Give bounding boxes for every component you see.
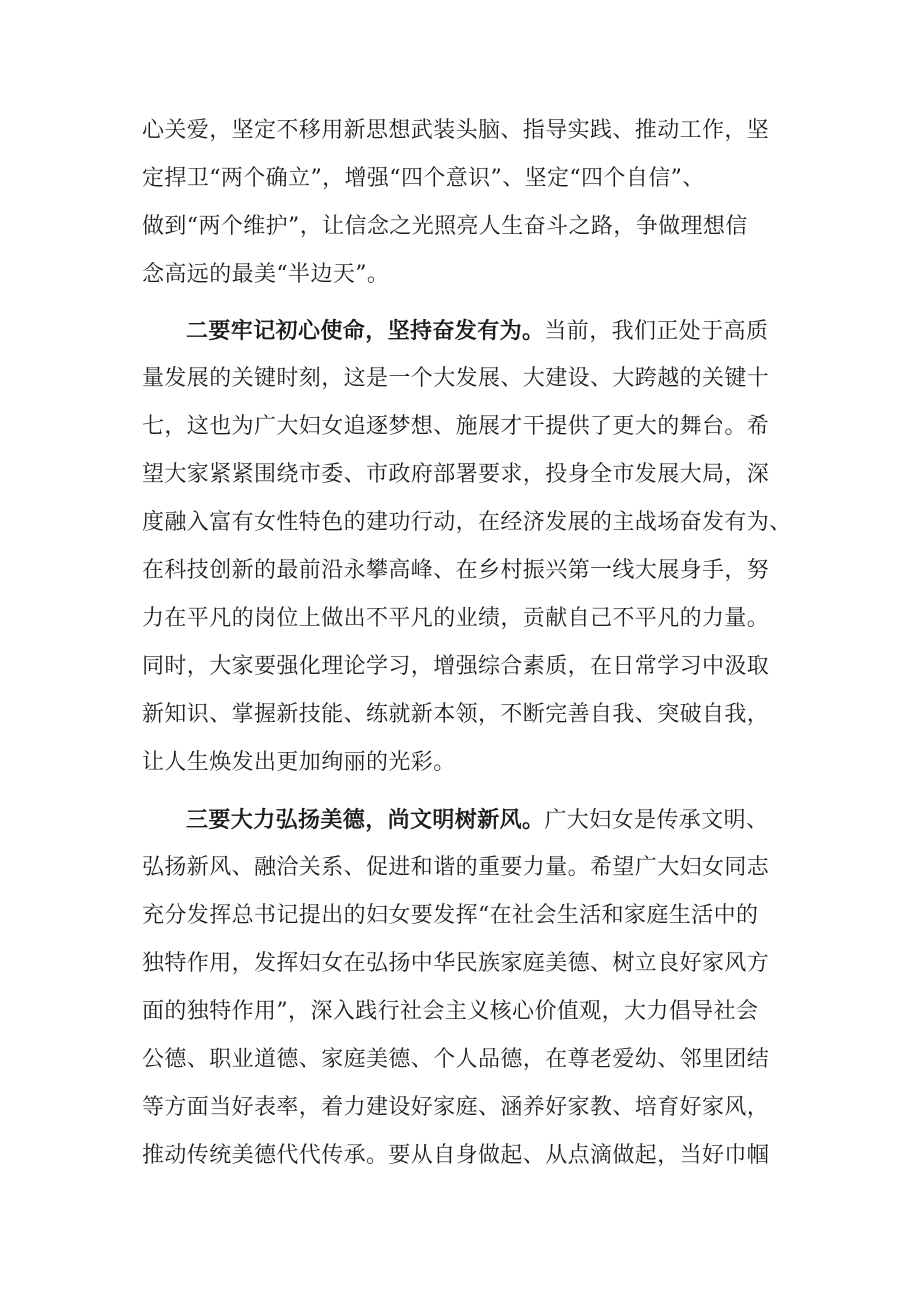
- text-line: 当前，我们正处于高质: [544, 319, 769, 344]
- text-line: 让人生焕发出更加绚丽的光彩。: [142, 750, 456, 775]
- text-line: 新知识、掌握新技能、练就新本领，不断完善自我、突破自我，: [142, 702, 770, 727]
- text-line: 力在平凡的岗位上做出不平凡的业绩，贡献自己不平凡的力量。: [142, 606, 770, 631]
- text-line: 七，这也为广大妇女追逐梦想、施展才干提供了更大的舞台。希: [142, 414, 770, 439]
- paragraph-heading: 二要牢记初心使命，坚持奋发有为。: [186, 318, 545, 344]
- text-line: 量发展的关键时刻，这是一个大发展、大建设、大跨越的关键十: [142, 366, 770, 391]
- text-line: 定捍卫“两个确立”，增强“四个意识”、坚定“四个自信”、: [142, 166, 705, 191]
- text-line: 独特作用，发挥妇女在弘扬中华民族家庭美德、树立良好家风方: [142, 951, 770, 976]
- paragraph-first-line: [186, 317, 768, 345]
- paragraph-first-line: [186, 806, 768, 834]
- text-line: 在科技创新的最前沿永攀高峰、在乡村振兴第一线大展身手，努: [142, 558, 770, 583]
- text-line: 同时，大家要强化理论学习，增强综合素质，在日常学习中汲取: [142, 654, 770, 679]
- text-line: 度融入富有女性特色的建功行动，在经济发展的主战场奋发有为、: [142, 510, 792, 535]
- text-line: 弘扬新风、融洽关系、促进和谐的重要力量。希望广大妇女同志: [142, 855, 770, 880]
- text-line: 等方面当好表率，着力建设好家庭、涵养好家教、培育好家风，: [142, 1095, 770, 1120]
- text-line: 推动传统美德代代传承。要从自身做起、从点滴做起，当好巾帼: [142, 1143, 770, 1168]
- text-line: 做到“两个维护”，让信念之光照亮人生奋斗之路，争做理想信: [142, 214, 748, 239]
- text-line: 面的独特作用”，深入践行社会主义核心价值观，大力倡导社会: [142, 999, 759, 1024]
- text-line: 心关爱，坚定不移用新思想武装头脑、指导实践、推动工作，坚: [142, 118, 770, 143]
- paragraph-heading: 三要大力弘扬美德，尚文明树新风。: [186, 807, 545, 833]
- text-line: 公德、职业道德、家庭美德、个人品德，在尊老爱幼、邻里团结: [142, 1047, 770, 1072]
- text-line: 念高远的最美“半边天”。: [142, 262, 390, 287]
- text-line: 充分发挥总书记提出的妇女要发挥“在社会生活和家庭生活中的: [142, 903, 759, 928]
- text-line: 望大家紧紧围绕市委、市政府部署要求，投身全市发展大局，深: [142, 462, 770, 487]
- text-line: 广大妇女是传承文明、: [544, 808, 769, 833]
